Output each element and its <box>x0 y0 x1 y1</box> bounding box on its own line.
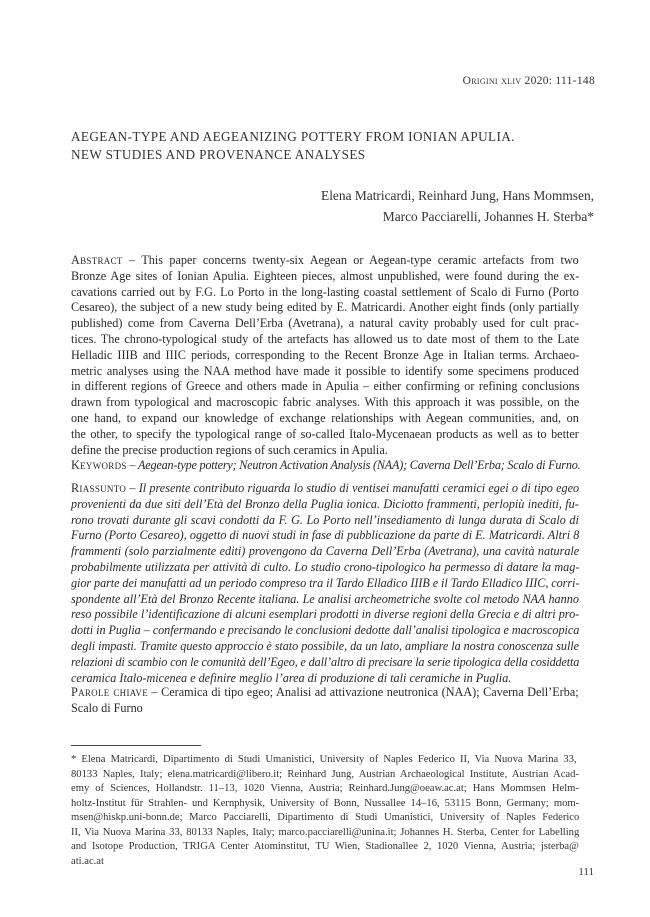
abstract-line: drawn from typological and macroscopic fabric analyses. With this approach it was possible, on the <box>71 395 580 410</box>
abstract-line: – This paper concerns twenty-six Aegean or Aegean-type ceramic artefacts from two <box>122 253 579 267</box>
abstract-line: metric analyses using the NAA method have made it possible to identify some specimens produced <box>71 363 580 378</box>
abstract-label: Abstract <box>71 253 123 267</box>
author-line: Marco Pacciarelli, Johannes H. Sterba* <box>382 209 594 224</box>
footnote-line: and Isotope Production, TRIGA Center Atominstitut, TU Wien, Stadionallee 2, 1020 Vienna, Austria; jsterba@ <box>71 841 579 852</box>
abstract-line: one hand, to expand our knowledge of exchange relationships with Aegean communities, and, on <box>71 410 579 425</box>
riassunto-line: frammenti (solo parzialmente editi) provengono da Caverna Dell’Erba (Avetrana), una cavità naturale <box>71 544 580 559</box>
riassunto-line: – Il presente contributo riguarda lo studio di ventisei manufatti ceramici egei o di tipo egeo <box>126 481 580 495</box>
riassunto-line: dotti in Puglia – confermando e precisando le conclusioni dedotte dall’analisi tipologica e macroscopica <box>71 623 580 638</box>
footnote-line: II, Via Nuova Marina 33, 80133 Naples, Italy; marco.pacciarelli@unina.it; Johannes H. Sterba, Center for Labelling <box>71 826 580 838</box>
author-affiliations-footnote <box>71 753 579 869</box>
riassunto-line: relazioni di scambio con le comunità dell’Egeo, e dall’altro di precisare la serie tipologica della cosiddetta <box>71 654 580 669</box>
footnote-line: * Elena Matricardi, Dipartimento di Studi Umanistici, University of Naples Federico II, Via Nuova Marina 33, <box>71 754 577 765</box>
riassunto-label: Riassunto <box>71 481 127 495</box>
riassunto-line: gior parte dei manufatti ad un periodo compreso tra il Tardo Elladico IIIB e il Tardo Elladico IIIC, corri- <box>71 575 580 590</box>
abstract-line: the other, to specify the typological range of so-called Italo-Mycenaean products as well as to better <box>71 426 579 441</box>
title-line: NEW STUDIES AND PROVENANCE ANALYSES <box>71 147 366 162</box>
abstract-line: Bronze Age sites of Ionian Apulia. Eighteen pieces, almost unpublished, were found during the ex- <box>71 268 580 283</box>
footnote-line: 80133 Naples, Italy; elena.matricardi@libero.it; Reinhard Jung, Austrian Archaeological Institute, Austrian Acad- <box>71 768 579 780</box>
parole-chiave-line: Scalo di Furno <box>71 700 143 715</box>
keywords-text: – Aegean-type pottery; Neutron Activation Analysis (NAA); Caverna Dell’Erba; Scalo di Furno. <box>126 458 581 472</box>
abstract-line: in different regions of Greece and others made in Apulia – either confirming or refining conclusions <box>71 379 580 394</box>
abstract-section <box>71 253 579 458</box>
riassunto-section <box>71 481 579 686</box>
abstract-line: cavations carried out by F.G. Lo Porto in the long-lasting coastal settlement of Scalo di Furno (Porto <box>71 284 579 299</box>
riassunto-line: reso possibile l’identificazione di alcuni esemplari prodotti in diverse regioni della Grecia e di altri pro- <box>71 607 580 622</box>
abstract-line: Cesareo), the subject of a new study being edited by E. Matricardi. Another eight finds (only partially <box>71 300 580 315</box>
keywords-section <box>71 458 579 474</box>
riassunto-line: Furno (Porto Cesareo), oggetto di nuovi studi in fase di pubblicazione da parte di E. Matricardi. Altri 8 <box>71 528 580 543</box>
riassunto-line: probabilmente utilizzata per attività di culto. Lo studio crono-tipologico ha permesso di datare la mag- <box>71 559 580 574</box>
keywords-label: Keywords <box>71 458 127 472</box>
riassunto-line: spondente all’Età del Bronzo Recente italiana. Le analisi archeometriche svolte col metodo NAA hanno <box>71 591 579 606</box>
riassunto-line: rono trovati durante gli scavi condotti da F. G. Lo Porto nell’insediamento di lunga durata di Scalo di <box>71 512 579 527</box>
parole-chiave-section <box>71 685 579 717</box>
abstract-line: tices. The chrono-typological study of the artefacts has allowed us to date most of them to the Late <box>71 331 580 346</box>
riassunto-line: degli impasti. Tramite questo approccio è stato possibile, da un lato, ampliare la nostra conoscenza sulle <box>71 638 579 653</box>
author-line: Elena Matricardi, Reinhard Jung, Hans Mommsen, <box>321 188 594 203</box>
abstract-line: define the precise production regions of such ceramics in Apulia. <box>71 442 388 457</box>
abstract-line: published) come from Caverna Dell’Erba (Avetrana), a natural cavity probably used for cult prac- <box>71 316 579 331</box>
author-list <box>321 185 594 227</box>
abstract-line: Helladic IIIB and IIIC periods, corresponding to the Recent Bronze Age in Italian terms. Archaeo- <box>71 347 580 362</box>
footnote-line: msen@hiskp.uni-bonn.de; Marco Pacciarelli, Dipartimento di Studi Umanistici, University of Naples Federico <box>71 812 580 823</box>
footnote-line: holtz-Institut für Strahlen- und Kernphysik, University of Bonn, Nussallee 14–16, 53115 Bonn, Germany; mom- <box>71 797 580 809</box>
parole-chiave-line: – Ceramica di tipo egeo; Analisi ad attivazione neutronica (NAA); Caverna Dell’Erba; <box>148 685 579 699</box>
footnote-line: ati.ac.at <box>71 855 104 867</box>
article-title <box>71 128 591 164</box>
riassunto-line: provenienti da due siti dell’Età del Bronzo della Puglia ionica. Diciotto frammenti, perlopiù inediti, fu- <box>71 496 579 511</box>
footnote-line: emy of Sciences, Hollandstr. 11–13, 1020 Vienna, Austria; Reinhard.Jung@oeaw.ac.at; Hans Mommsen Helm- <box>71 783 579 794</box>
running-head: Origini xliv 2020: 111-148 <box>462 75 595 87</box>
footnote-divider <box>71 745 201 746</box>
parole-chiave-label: Parole chiave <box>71 685 149 699</box>
title-line: AEGEAN-TYPE AND AEGEANIZING POTTERY FROM IONIAN APULIA. <box>71 129 515 144</box>
riassunto-line: ceramica Italo-micenea e definire meglio l’area di produzione di tali ceramiche in Puglia. <box>71 670 512 685</box>
page-number: 111 <box>578 866 594 878</box>
